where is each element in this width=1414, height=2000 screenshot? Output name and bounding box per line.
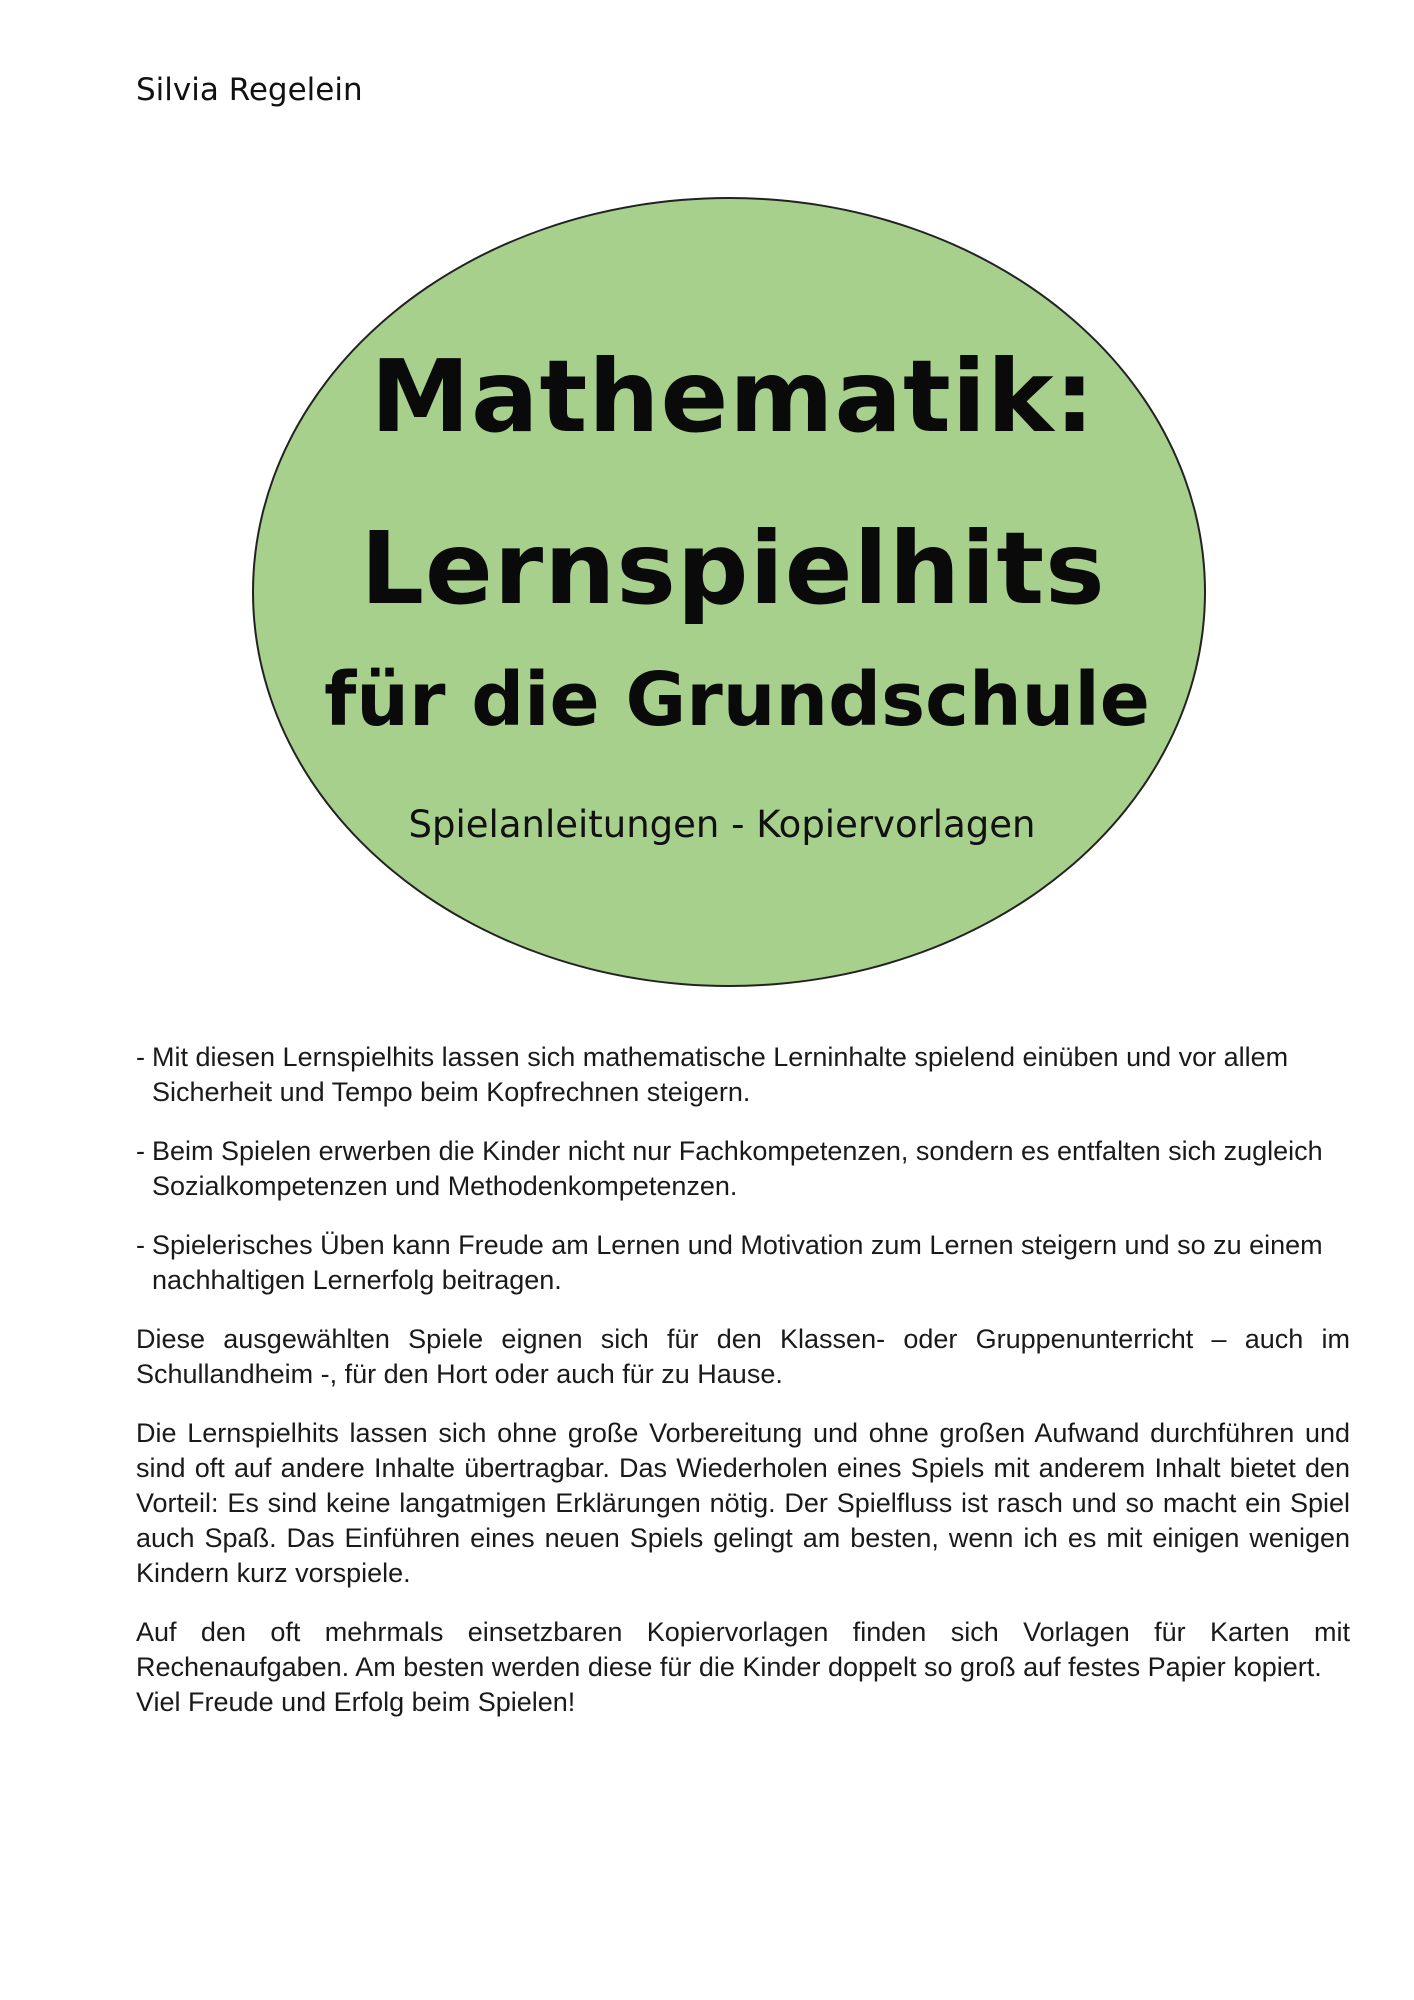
title-line-2: Lernspielhits [360, 510, 1106, 627]
bullet-item [136, 1040, 1350, 1110]
subtitle: Spielanleitungen - Kopiervorlagen [408, 803, 1036, 846]
bullet-dash: - [136, 1042, 145, 1072]
title-line-3: für die Grundschule [324, 657, 1150, 743]
paragraph: Auf den oft mehrmals einsetzbaren Kopiervorlagen finden sich Vorlagen für Karten mit Rechenaufgaben. Am besten werden diese für die Kinder doppelt so groß auf festes Papier kopiert. [136, 1617, 1350, 1682]
bullet-text: Beim Spielen erwerben die Kinder nicht nur Fachkompetenzen, sondern es entfalten sich zugleich Sozialkompetenzen und Methodenkompetenzen. [152, 1136, 1323, 1201]
bullet-dash: - [136, 1230, 145, 1260]
body-text [136, 1040, 1350, 1720]
title-line-1: Mathematik: [370, 338, 1096, 455]
author-name: Silvia Regelein [136, 72, 363, 108]
bullet-text: Mit diesen Lernspielhits lassen sich mathematische Lerninhalte spielend einüben und vor allem Sicherheit und Tempo beim Kopfrechnen steigern. [152, 1042, 1289, 1107]
paragraph: Die Lernspielhits lassen sich ohne große Vorbereitung und ohne großen Aufwand durchführen und sind oft auf andere Inhalte übertragbar. Das Wiederholen eines Spiels mit anderem Inhalt bietet den Vorteil: Es sind keine langatmigen Erklärungen nötig. Der Spielfluss ist rasch und so macht ein Spiel auch Spaß. Das Einführen eines neuen Spiels gelingt am besten, wenn ich es mit einigen wenigen Kindern kurz vorspiele. [136, 1418, 1350, 1588]
bullet-dash: - [136, 1136, 145, 1166]
bullet-item [136, 1228, 1350, 1298]
closing-line: Viel Freude und Erfolg beim Spielen! [136, 1687, 576, 1717]
bullet-text: Spielerisches Üben kann Freude am Lernen und Motivation zum Lernen steigern und so zu einem nachhaltigen Lernerfolg beitragen. [152, 1230, 1323, 1295]
paragraph: Diese ausgewählten Spiele eignen sich für den Klassen- oder Gruppenunterricht – auch im Schullandheim -, für den Hort oder auch für zu Hause. [136, 1324, 1350, 1389]
bullet-item [136, 1134, 1350, 1204]
